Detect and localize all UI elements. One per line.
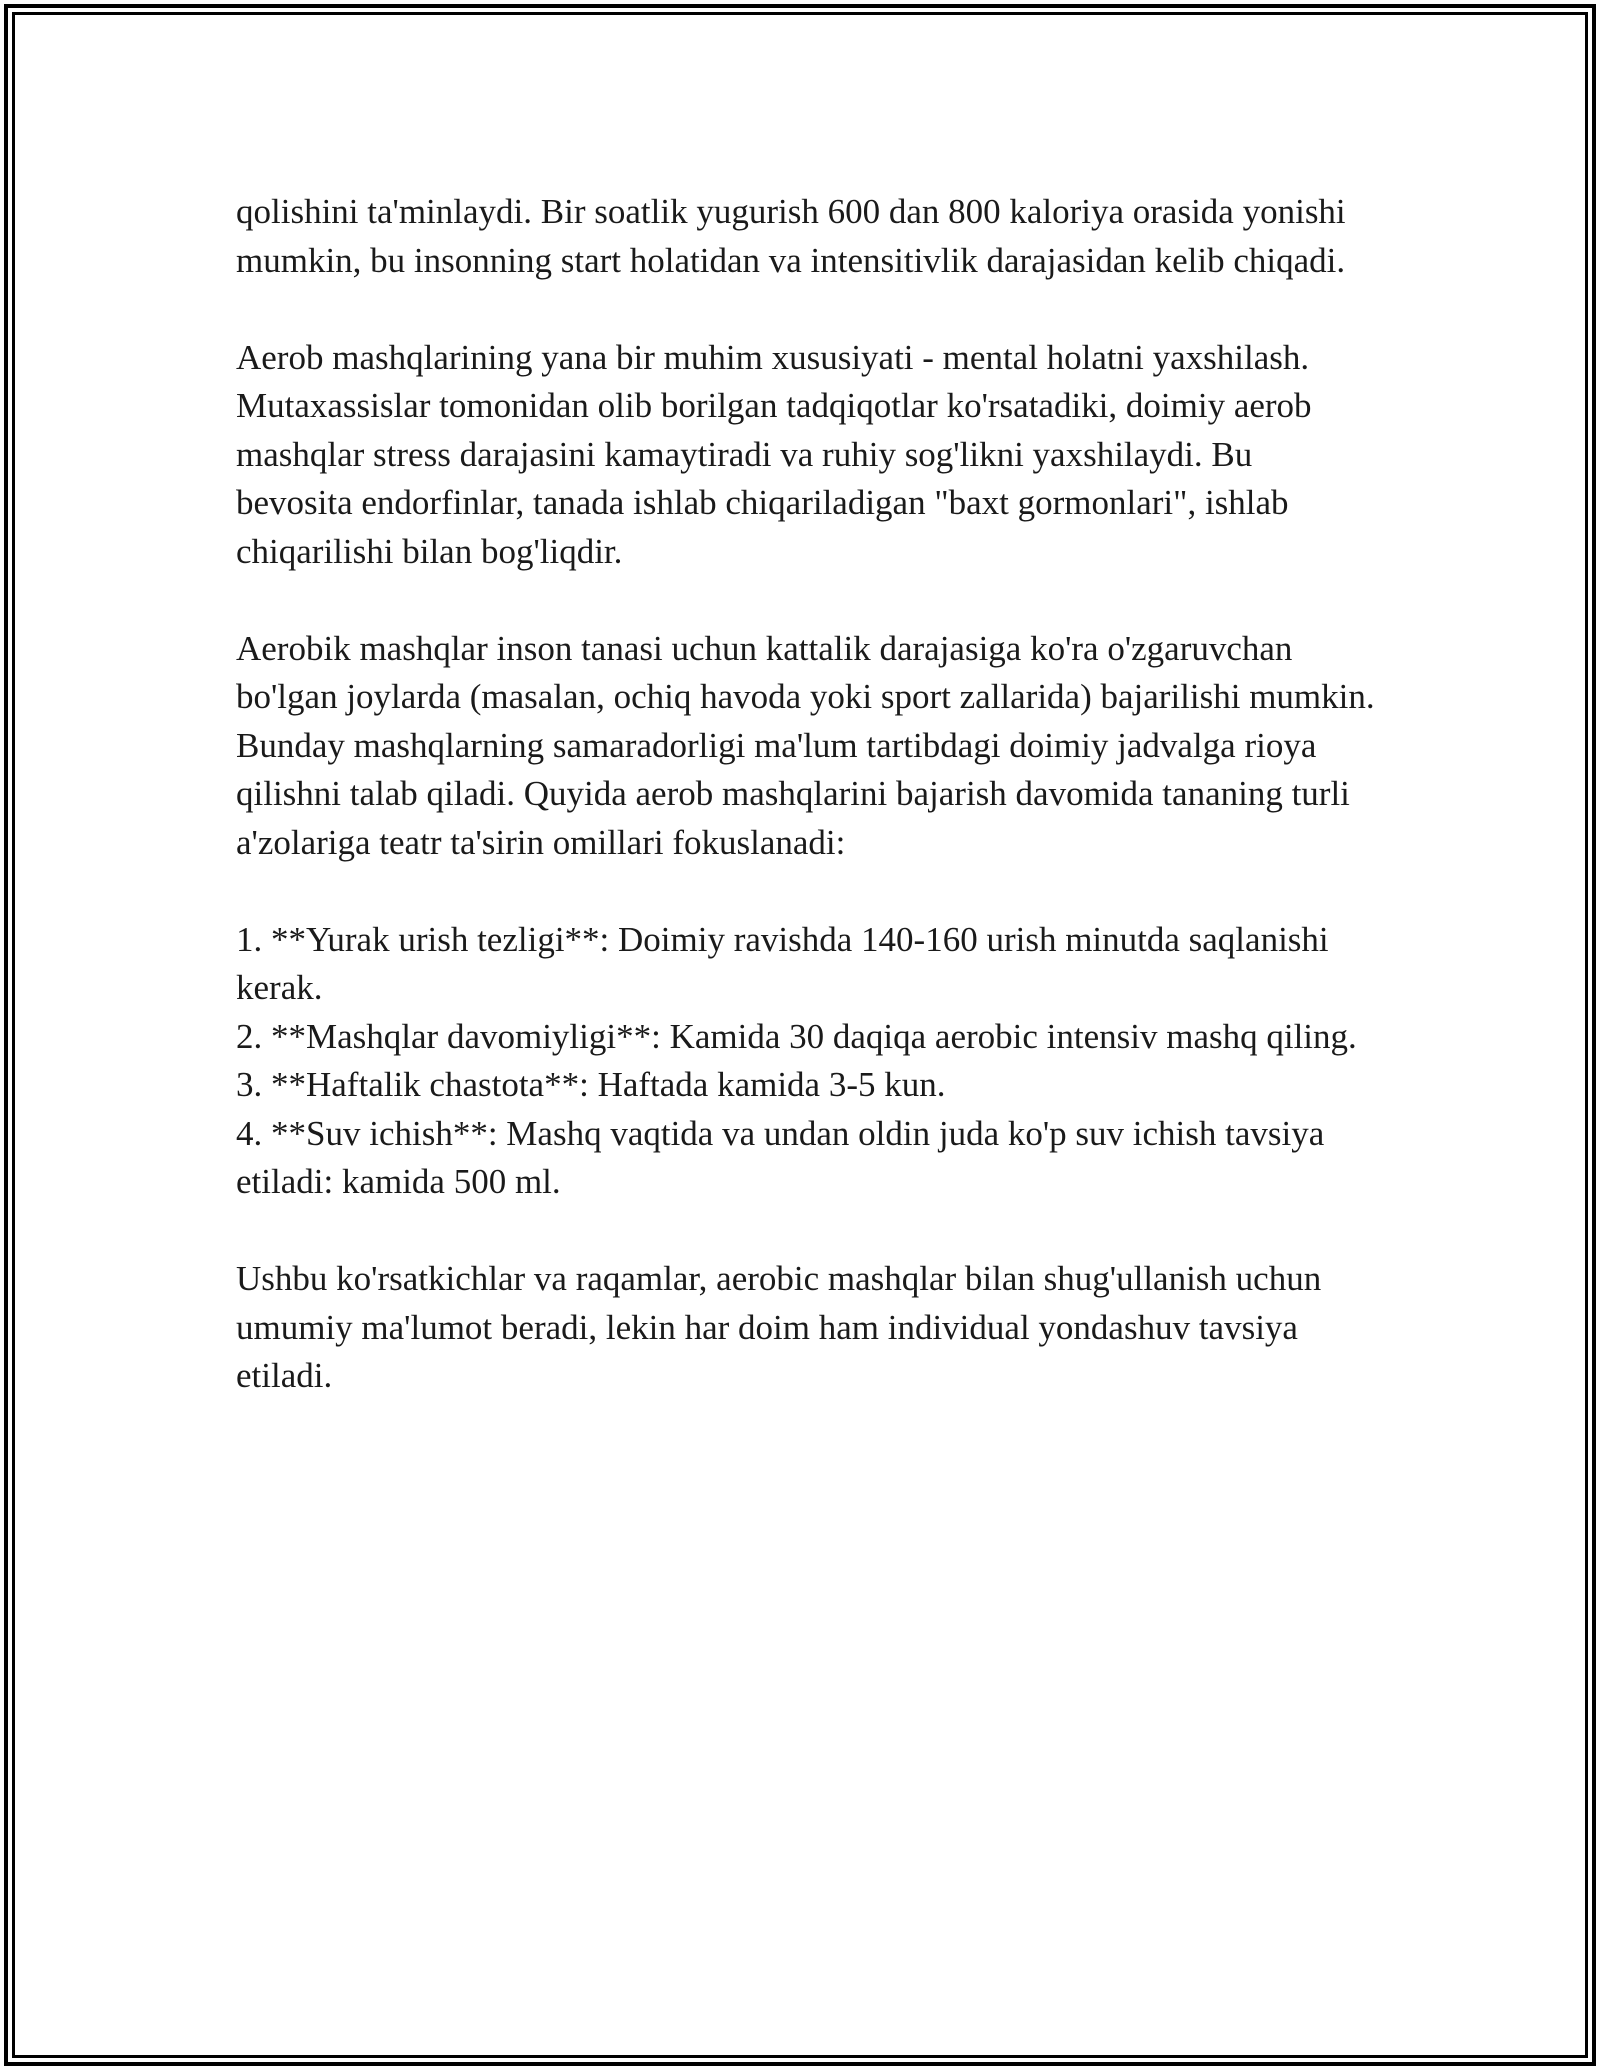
numbered-list <box>236 916 1376 1207</box>
paragraph-3: Aerobik mashqlar inson tanasi uchun kattalik darajasiga ko'ra o'zgaruvchan bo'lgan joylarda (masalan, ochiq havoda yoki sport zallarida) bajarilishi mumkin. Bunday mashqlarning samaradorligi ma'lum tartibdagi doimiy jadvalga rioya qilishni talab qiladi. Quyida aerob mashqlarini bajarish davomida tananing turli a'zolariga teatr ta'sirin omillari fokuslanadi: <box>236 628 1375 862</box>
paragraph-2: Aerob mashqlarining yana bir muhim xususiyati - mental holatni yaxshilash. Mutaxassislar tomonidan olib borilgan tadqiqotlar ko'rsatadiki, doimiy aerob mashqlar stress darajasini kamaytiradi va ruhiy sog'likni yaxshilaydi. Bu bevosita endorfinlar, tanada ishlab chiqariladigan "baxt gormonlari", ishlab chiqarilishi bilan bog'liqdir. <box>236 337 1312 571</box>
closing-paragraph: Ushbu ko'rsatkichlar va raqamlar, aerobic mashqlar bilan shug'ullanish uchun umumiy ma'lumot beradi, lekin har doim ham individual yondashuv tavsiya etiladi. <box>236 1259 1322 1395</box>
list-item: 1. **Yurak urish tezligi**: Doimiy ravishda 140-160 urish minutda saqlanishi kerak. <box>236 919 1329 1007</box>
list-item: 4. **Suv ichish**: Mashq vaqtida va undan oldin juda ko'p suv ichish tavsiya etiladi: kamida 500 ml. <box>236 1113 1325 1201</box>
paragraph-gap <box>236 867 1376 916</box>
list-item: 2. **Mashqlar davomiyligi**: Kamida 30 daqiqa aerobic intensiv mashq qiling. <box>236 1016 1357 1056</box>
paragraph-gap <box>236 1207 1376 1256</box>
paragraph-gap <box>236 285 1376 334</box>
document-body <box>236 188 1376 1401</box>
list-item: 3. **Haftalik chastota**: Haftada kamida 3-5 kun. <box>236 1065 946 1104</box>
paragraph-gap <box>236 576 1376 625</box>
paragraph-1: qolishini ta'minlaydi. Bir soatlik yugurish 600 dan 800 kaloriya orasida yonishi mumkin, bu insonning start holatidan va intensitivlik darajasidan kelib chiqadi. <box>236 192 1346 280</box>
